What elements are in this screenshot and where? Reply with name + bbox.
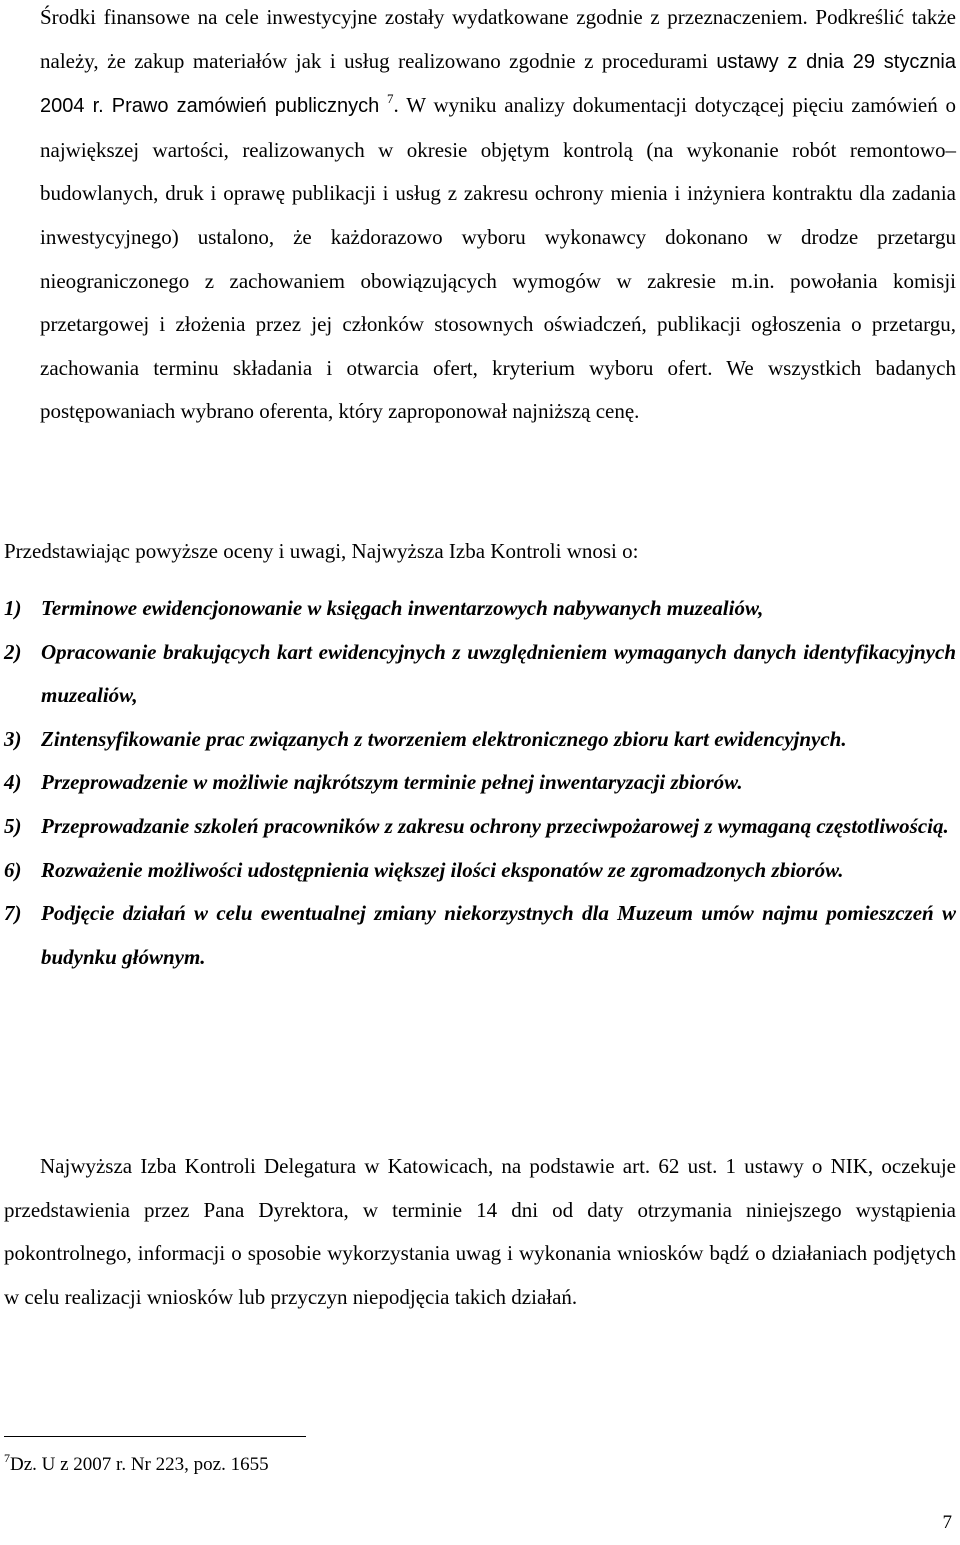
- list-item-number: 5): [4, 813, 22, 838]
- list-item: [4, 718, 956, 762]
- list-item: [4, 892, 956, 979]
- list-item-number: 1): [4, 596, 22, 620]
- list-item-text: Opracowanie brakujących kart ewidencyjnych z uwzględnieniem wymaganych danych identyfikacyjnych muzealiów,: [41, 639, 956, 708]
- list-item-number: 3): [4, 726, 22, 751]
- list-item-text: Przeprowadzanie szkoleń pracowników z zakresu ochrony przeciwpożarowej z wymaganą częstotliwością.: [41, 813, 949, 838]
- list-item-number: 2): [4, 639, 22, 664]
- list-item: [4, 587, 956, 631]
- paragraph-investment-funds: [40, 0, 956, 434]
- footnote-text: Dz. U z 2007 r. Nr 223, poz. 1655: [10, 1454, 269, 1475]
- paragraph-recommendations-intro: Przedstawiając powyższe oceny i uwagi, Najwyższa Izba Kontroli wnosi o:: [4, 539, 639, 563]
- list-item-number: 4): [4, 770, 22, 795]
- list-item-text: Podjęcie działań w celu ewentualnej zmiany niekorzystnych dla Muzeum umów najmu pomieszczeń w budynku głównym.: [41, 901, 956, 969]
- paragraph-closing-text: Najwyższa Izba Kontroli Delegatura w Katowicach, na podstawie art. 62 ust. 1 ustawy o NIK, oczekuje przedstawienia przez Pana Dyrektora, w terminie 14 dni od daty otrzymania niniejszego wystąpienia pokontrolnego, informacji o sposobie wykorzystania uwag i wykonania wniosków bądź o działaniach podjętych w celu realizacji wniosków lub przyczyn niepodjęcia takich działań.: [4, 1154, 956, 1309]
- list-item-text: Rozważenie możliwości udostępnienia większej ilości eksponatów ze zgromadzonych zbiorów.: [41, 857, 844, 882]
- footnote: [4, 1446, 269, 1477]
- list-item: [4, 849, 956, 893]
- paragraph-1-part-2: ustawy z dnia 29 stycznia 2004 r. Prawo zamówień publicznych: [40, 50, 957, 118]
- recommendations-list: [4, 587, 956, 979]
- paragraph-1-part-3: . W wyniku analizy dokumentacji dotyczącej pięciu zamówień o największej wartości, realizowanych w okresie objętym kontrolą (na wykonanie robót remontowo– budowlanych, druk i oprawę publikacji i usług z zakresu ochrony mienia i inżyniera kontraktu dla zadania inwestycyjnego) ustalono, że każdorazowo wyboru wykonawcy dokonano w drodze przetargu nieograniczonego z zachowaniem obowiązujących wymogów w zakresie m.in. powołania komisji przetargowej i złożenia przez jej członków stosownych oświadczeń, publikacji ogłoszenia o przetargu, zachowania terminu składania i otwarcia ofert, kryterium wyboru ofert. We wszystkich badanych postępowaniach wybrano oferenta, który zaproponował najniższą cenę.: [40, 93, 957, 424]
- list-item-number: 6): [4, 857, 22, 882]
- paragraph-1-part-1: Środki finansowe na cele inwestycyjne zostały wydatkowane zgodnie z przeznaczeniem. Podkreślić także należy, że zakup materiałów jak i usług realizowano zgodnie z procedurami: [40, 5, 956, 73]
- list-item: [4, 761, 956, 805]
- page-number: 7: [942, 1512, 952, 1533]
- list-item: [4, 805, 956, 849]
- list-item-text: Terminowe ewidencjonowanie w księgach inwentarzowych nabywanych muzealiów,: [41, 596, 764, 620]
- list-item-number: 7): [4, 901, 22, 926]
- footnote-reference[interactable]: 7: [387, 91, 394, 107]
- list-item-text: Przeprowadzenie w możliwie najkrótszym terminie pełnej inwentaryzacji zbiorów.: [41, 770, 743, 795]
- footnote-marker: 7: [4, 1451, 10, 1465]
- list-item: [4, 631, 956, 718]
- list-item-text: Zintensyfikowanie prac związanych z tworzeniem elektronicznego zbioru kart ewidencyjnych.: [41, 726, 847, 751]
- footnote-separator: [4, 1436, 306, 1437]
- paragraph-closing: [4, 1145, 956, 1319]
